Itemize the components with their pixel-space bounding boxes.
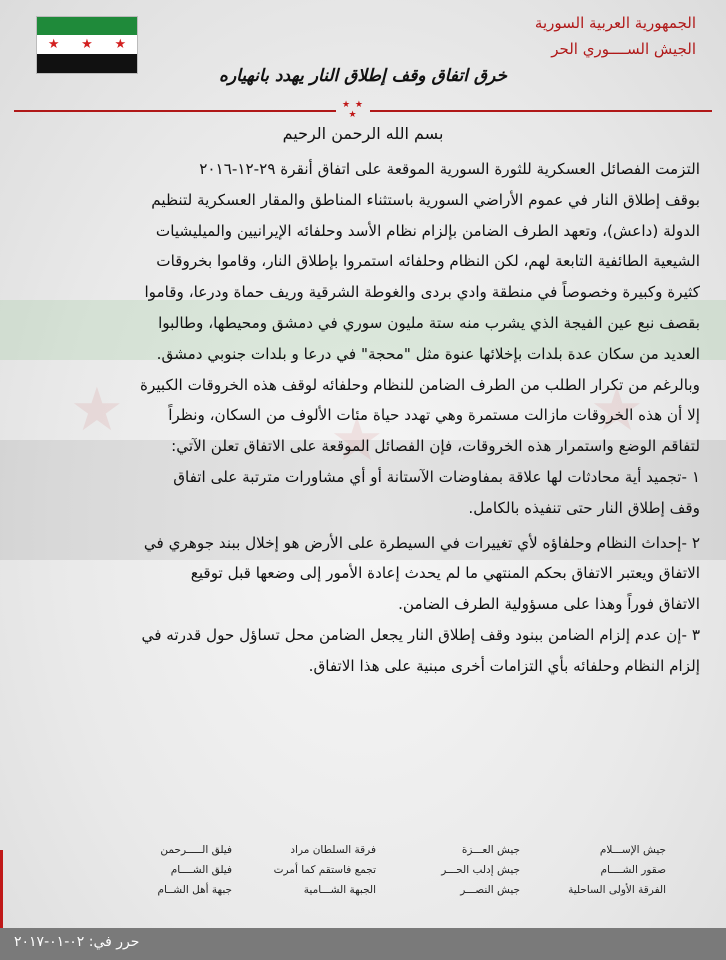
signatory-name: فيلق الـــــرحمن [160,844,232,856]
background-star-icon: ★ [590,375,644,445]
header-country: الجمهورية العربية السورية [534,14,696,32]
body-line: كثيرة وكبيرة وخصوصاً في منطقة وادي بردى والغوطة الشرقية وريف حماة ودرعا، وقاموا [144,283,700,302]
item-line: إلزام النظام وحلفائه بأي التزامات أخرى مبنية على هذا الاتفاق. [308,656,700,675]
body-line: الدولة (داعش)، وتعهد الطرف الضامن بإلزام نظام الأسد وحلفائه الإيرانيين والميليشيات [155,221,700,240]
signatory-column [516,840,666,900]
item-line: وقف إطلاق النار حتى تنفيذه بالكامل. [468,498,700,517]
signatory-column [82,840,232,900]
signatory-column [370,840,520,900]
header-army: الجيش الســــوري الحر [551,40,696,58]
demand-item-3 [24,620,700,682]
body-line: وبالرغم من تكرار الطلب من الطرف الضامن للنظام وحلفائه لوقف هذه الخروقات الكبيرة [140,375,700,394]
demand-item-1 [24,462,700,524]
signatory-name: جيش النصـــر [460,884,520,896]
signatory-name: جبهة أهل الشــام [157,884,232,896]
basmala: بسم الله الرحمن الرحيم [282,124,444,143]
background-star-icon: ★ [330,405,384,475]
title-divider [14,110,336,112]
signatory-name: فرقة السلطان مراد [290,844,376,856]
signatory-name: الفرقة الأولى الساحلية [568,884,666,896]
body-line: لتفاقم الوضع واستمرار هذه الخروقات، فإن الفصائل الموقعة على الاتفاق تعلن الآتي: [171,437,700,456]
left-accent-bar [0,850,3,930]
demand-item-2 [24,528,700,620]
signatory-name: تجمع فاستقم كما أمرت [273,864,376,876]
signatory-name: الجبهة الشـــامية [303,884,376,896]
item-line: ١ -تجميد أية محادثات لها علاقة بمفاوضات الآستانة أو أي مشاورات مترتبة على اتفاق [173,467,700,486]
body-line: الشيعية الطائفية التابعة لهم، لكن النظام وحلفائه استمروا بإطلاق النار، وقاموا بخروقات [156,252,700,271]
divider-stars-icon: ★ ★ ★ [342,100,364,120]
document-title: خرق اتفاق وقف إطلاق النار يهدد بانهياره [219,66,507,86]
flag-stars-icon: ★ ★ ★ [47,37,127,52]
item-line: الاتفاق ويعتبر الاتفاق بحكم المنتهي ما لم يحدث إعادة الأمور إلى وضعها قبل توقيع [190,564,700,583]
signatory-name: فيلق الشــــام [170,864,232,876]
item-line: ٣ -إن عدم إلزام الضامن ببنود وقف إطلاق النار يجعل الضامن محل تساؤل حول قدرته في [141,625,700,644]
signatory-name: جيش الإســـلام [599,844,666,856]
signatory-name: صقور الشــــام [600,864,666,876]
item-line: ٢ -إحداث النظام وحلفاؤه لأي تغييرات في السيطرة على الأرض هو إخلال ببند جوهري في [143,533,700,552]
signatory-name: جيش إدلب الحـــر [441,864,520,876]
body-line: بوقف إطلاق النار في عموم الأراضي السورية باستثناء المناطق والمقار العسكرية لتنظيم [151,190,700,209]
item-line: الاتفاق فوراً وهذا على مسؤولية الطرف الضامن. [398,595,700,614]
signatories [86,840,666,900]
background-star-icon: ★ [70,375,124,445]
body-line: إلا أن هذه الخروقات مازالت مستمرة وهي تهدد حياة مئات الألوف من السكان، ونظراً [168,406,700,425]
issue-date: حرر في: ٠٢-٠١-٢٠١٧ [14,934,140,950]
statement-body [24,154,700,682]
signatory-name: جيش العـــزة [461,844,520,856]
body-line: التزمت الفصائل العسكرية للثورة السورية الموقعة على اتفاق أنقرة ٢٩-١٢-٢٠١٦ [199,160,700,178]
signatory-column [226,840,376,900]
title-divider [370,110,712,112]
body-line: العديد من سكان عدة بلدات بإخلائها عنوة مثل "محجة" في درعا و بلدات جنوبي دمشق. [156,344,700,363]
body-line: بقصف نبع عين الفيجة الذي يشرب منه ستة مليون سوري في دمشق ومحيطها، وطالبوا [158,313,700,332]
